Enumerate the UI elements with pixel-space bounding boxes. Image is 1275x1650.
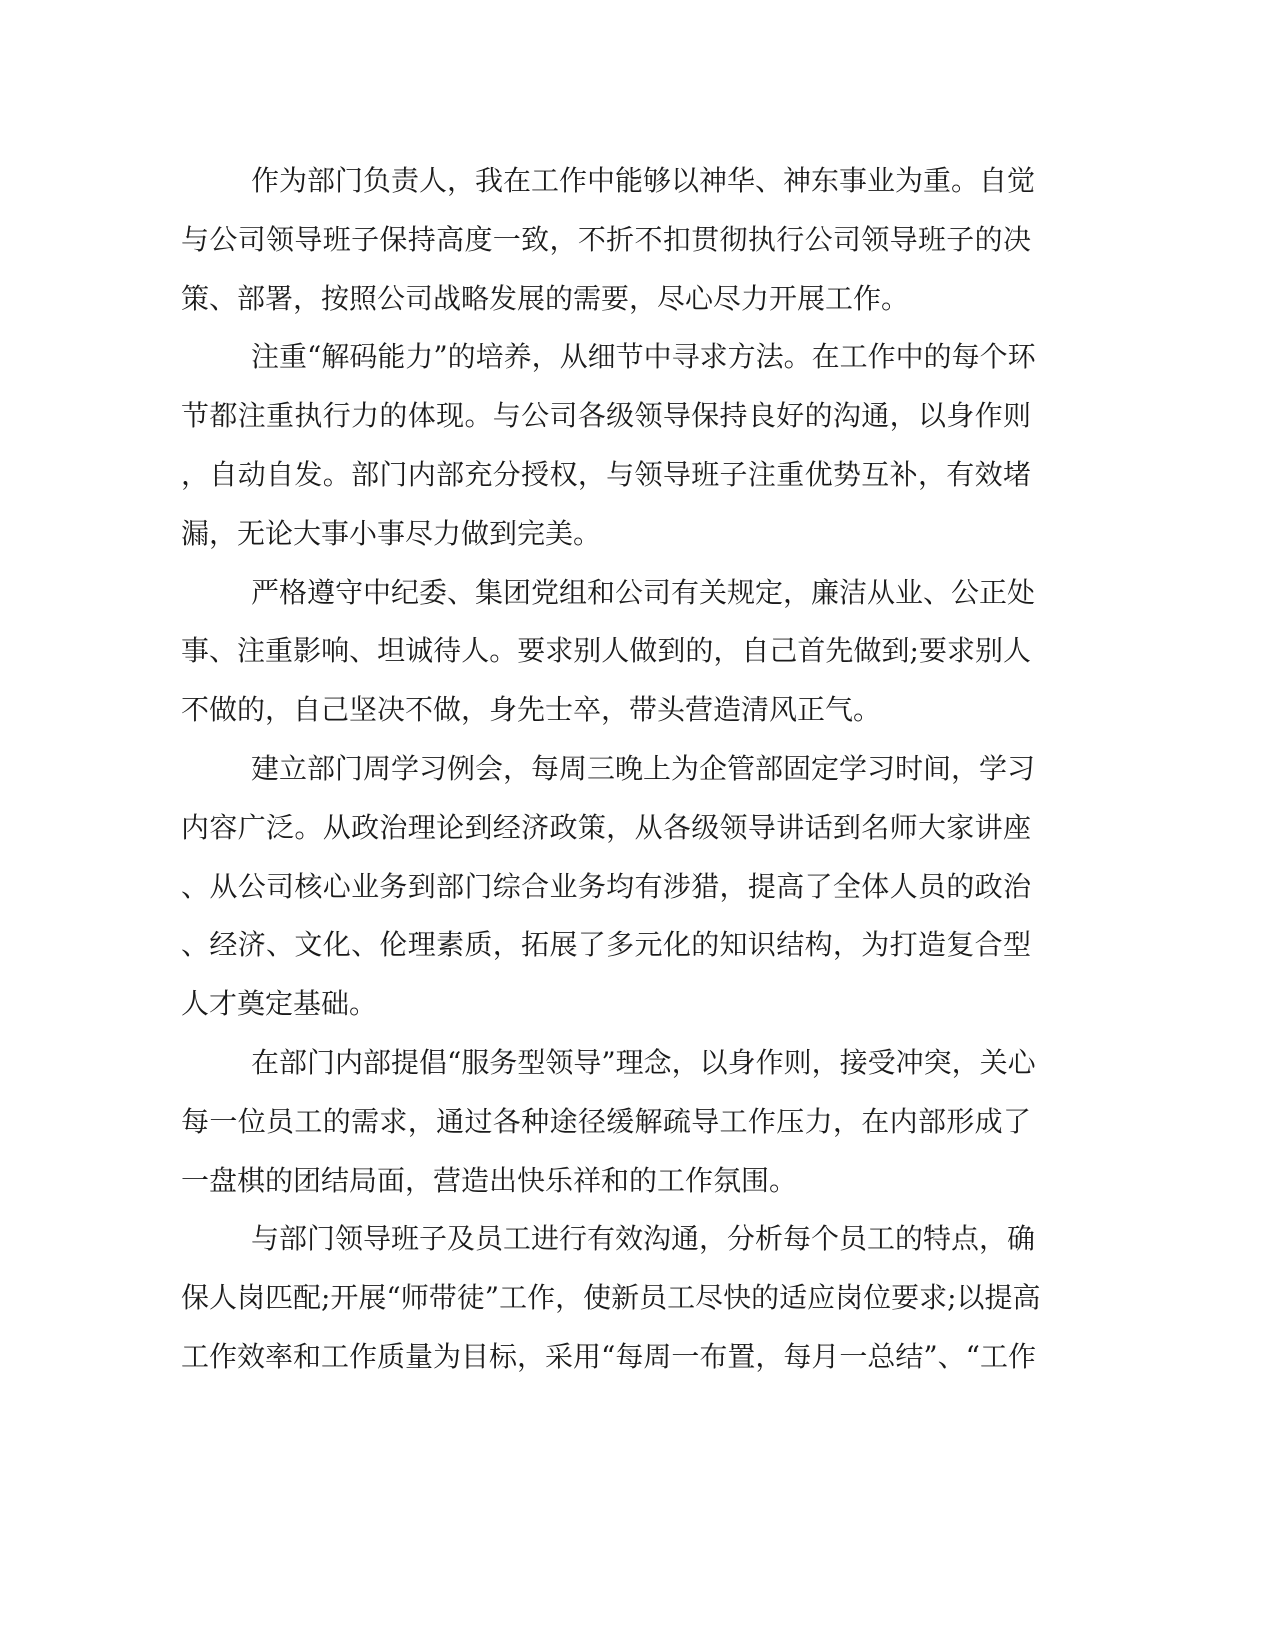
paragraph-5-line-3: 一盘棋的团结局面，营造出快乐祥和的工作氛围。: [181, 1163, 798, 1197]
paragraph-3-line-1: 严格遵守中纪委、集团党组和公司有关规定，廉洁从业、公正处: [251, 575, 1036, 609]
paragraph-6-line-3: 工作效率和工作质量为目标，采用“每周一布置，每月一总结”、“工作: [181, 1339, 1036, 1373]
paragraph-5-line-2: 每一位员工的需求，通过各种途径缓解疏导工作压力，在内部形成了: [181, 1104, 1031, 1138]
document-body: [181, 152, 1041, 1387]
paragraph-4-line-3: 、从公司核心业务到部门综合业务均有涉猎，提高了全体人员的政治: [181, 869, 1031, 903]
paragraph-1-line-2: 与公司领导班子保持高度一致，不折不扣贯彻执行公司领导班子的决: [181, 222, 1031, 256]
paragraph-1-line-3: 策、部署，按照公司战略发展的需要，尽心尽力开展工作。: [181, 281, 910, 315]
paragraph-4-line-1: 建立部门周学习例会，每周三晚上为企管部固定学习时间，学习: [251, 751, 1036, 785]
paragraph-3-line-2: 事、注重影响、坦诚待人。要求别人做到的，自己首先做到;要求别人: [181, 634, 1031, 668]
paragraph-5-line-1: 在部门内部提倡“服务型领导”理念，以身作则，接受冲突，关心: [251, 1045, 1036, 1079]
paragraph-4-line-5: 人才奠定基础。: [181, 987, 378, 1021]
paragraph-2-line-2: 节都注重执行力的体现。与公司各级领导保持良好的沟通，以身作则: [181, 399, 1031, 433]
paragraph-2-line-3: ，自动自发。部门内部充分授权，与领导班子注重优势互补，有效堵: [181, 457, 1031, 491]
paragraph-2-line-1: 注重“解码能力”的培养，从细节中寻求方法。在工作中的每个环: [251, 340, 1036, 374]
paragraph-1-line-1: 作为部门负责人，我在工作中能够以神华、神东事业为重。自觉: [251, 164, 1036, 197]
paragraph-3-line-3: 不做的，自己坚决不做，身先士卒，带头营造清风正气。: [181, 693, 882, 727]
paragraph-2-line-4: 漏，无论大事小事尽力做到完美。: [181, 516, 602, 550]
paragraph-4-line-4: 、经济、文化、伦理素质，拓展了多元化的知识结构，为打造复合型: [181, 928, 1031, 962]
paragraph-6-line-2: 保人岗匹配;开展“师带徒”工作，使新员工尽快的适应岗位要求;以提高: [181, 1281, 1041, 1315]
paragraph-6-line-1: 与部门领导班子及员工进行有效沟通，分析每个员工的特点，确: [251, 1222, 1036, 1256]
paragraph-4-line-2: 内容广泛。从政治理论到经济政策，从各级领导讲话到名师大家讲座: [181, 810, 1031, 844]
